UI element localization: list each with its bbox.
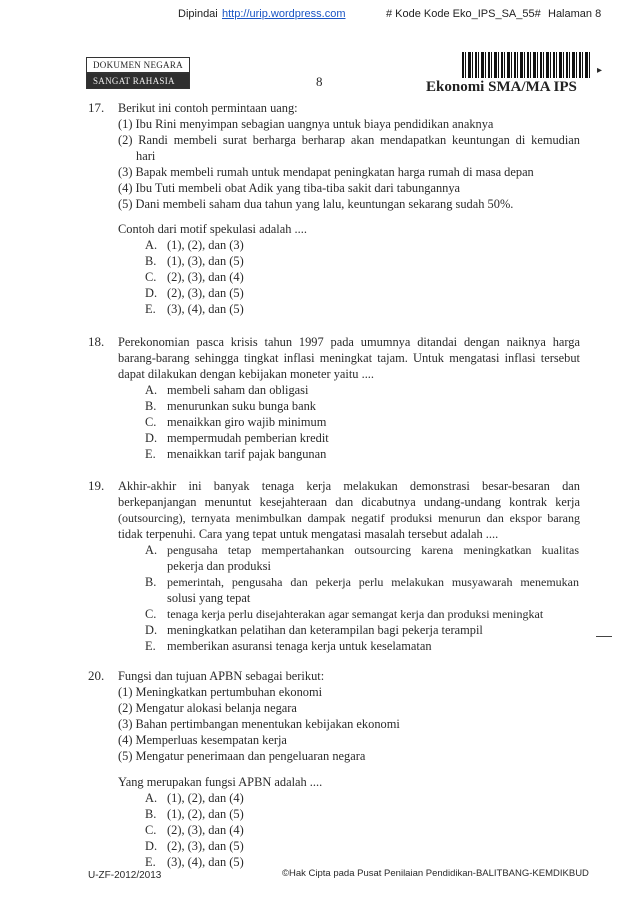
option-text: (2), (3), dan (5): [167, 839, 244, 853]
question-text: barang-barang sehingga tingkat inflasi meningkat tajam. Untuk mengatasi inflasi tersebut: [118, 351, 580, 365]
option-letter: B.: [145, 575, 157, 589]
option-letter: E.: [145, 855, 156, 869]
question-intro: Fungsi dan tujuan APBN sebagai berikut:: [118, 669, 325, 683]
question-text: tidak terpenuhi. Cara yang tepat untuk mengatasi masalah tersebut adalah ....: [118, 527, 499, 541]
statement-item: (2) Randi membeli surat berharga berharap akan mendapatkan keuntungan di kemudian: [118, 133, 580, 147]
page-label: Halaman 8: [548, 8, 602, 20]
option-text: (3), (4), dan (5): [167, 855, 244, 869]
stamp-dokumen-negara: DOKUMEN NEGARA: [86, 57, 190, 73]
statement-item: (3) Bapak membeli rumah untuk mendapat peningkatan harga rumah di masa depan: [118, 165, 534, 179]
question-text: Akhir-akhir ini banyak tenaga kerja melakukan demonstrasi besar-besaran dan: [118, 479, 580, 493]
option-text: (1), (2), dan (3): [167, 238, 244, 252]
option-text: membeli saham dan obligasi: [167, 383, 309, 397]
option-text: (2), (3), dan (5): [167, 286, 244, 300]
question-number: 18.: [88, 334, 105, 349]
option-letter: C.: [145, 415, 157, 429]
option-letter: B.: [145, 807, 157, 821]
question-text: Perekonomian pasca krisis tahun 1997 pada umumnya ditandai dengan naiknya harga: [118, 335, 580, 349]
statement-item: (5) Dani membeli saham dua tahun yang lalu, keuntungan sekarang sudah 50%.: [118, 197, 514, 211]
question-text: dapat dilakukan dengan kebijakan moneter yaitu ....: [118, 367, 374, 381]
option-text: pemerintah, pengusaha dan pekerja perlu melakukan musyawarah menemukan: [167, 575, 579, 589]
option-text: (1), (2), dan (4): [167, 791, 244, 805]
margin-mark-icon: ▸: [597, 65, 603, 76]
doc-code: # Kode Kode Eko_IPS_SA_55#: [386, 8, 541, 20]
option-text: memberikan asuransi tenaga kerja untuk keselamatan: [167, 639, 432, 653]
question-number: 17.: [88, 100, 105, 115]
option-text: menurunkan suku bunga bank: [167, 399, 317, 413]
statement-item: hari: [136, 149, 156, 163]
option-letter: D.: [145, 286, 158, 300]
statement-item: (1) Ibu Rini menyimpan sebagian uangnya untuk biaya pendidikan anaknya: [118, 117, 494, 131]
stamp-sangat-rahasia: SANGAT RAHASIA: [86, 73, 190, 89]
exam-code: U-ZF-2012/2013: [88, 870, 162, 881]
source-link[interactable]: http://urip.wordpress.com: [222, 8, 346, 20]
question-intro: Berikut ini contoh permintaan uang:: [118, 101, 298, 115]
option-letter: B.: [145, 254, 157, 268]
option-text: pengusaha tetap mempertahankan outsourcing karena meningkatkan kualitas: [167, 543, 579, 557]
option-text: (1), (3), dan (5): [167, 254, 244, 268]
scan-header: [0, 0, 638, 24]
option-text: (2), (3), dan (4): [167, 823, 244, 837]
option-letter: D.: [145, 431, 158, 445]
option-text: menaikkan giro wajib minimum: [167, 415, 327, 429]
statement-item: (4) Memperluas kesempatan kerja: [118, 733, 287, 747]
statement-item: (5) Mengatur penerimaan dan pengeluaran negara: [118, 749, 366, 763]
question-number: 20.: [88, 668, 105, 683]
option-text: (2), (3), dan (4): [167, 270, 244, 284]
option-letter: E.: [145, 302, 156, 316]
option-text: tenaga kerja perlu disejahterakan agar semangat kerja dan produksi meningkat: [167, 607, 544, 621]
statement-item: (4) Ibu Tuti membeli obat Adik yang tiba-tiba sakit dari tabungannya: [118, 181, 461, 195]
option-letter: C.: [145, 270, 157, 284]
option-text: menaikkan tarif pajak bangunan: [167, 447, 327, 461]
option-letter: B.: [145, 399, 157, 413]
question-text: Yang merupakan fungsi APBN adalah ....: [118, 775, 323, 789]
question-text: (outsourcing), ternyata menimbulkan dampak negatif produksi menurun dan ekspor barang: [118, 511, 580, 525]
statement-item: (3) Bahan pertimbangan menentukan kebijakan ekonomi: [118, 717, 400, 731]
option-text: (3), (4), dan (5): [167, 302, 244, 316]
option-letter: D.: [145, 623, 158, 637]
question-number: 19.: [88, 478, 105, 493]
option-text: mempermudah pemberian kredit: [167, 431, 329, 445]
option-letter: A.: [145, 238, 158, 252]
option-text: meningkatkan pelatihan dan keterampilan bagi pekerja terampil: [167, 623, 483, 637]
option-text-cont: solusi yang tepat: [167, 591, 251, 605]
option-letter: A.: [145, 791, 158, 805]
statement-item: (2) Mengatur alokasi belanja negara: [118, 701, 297, 715]
question-text: berkepanjangan menuntut kesejahteraan dan dicabutnya undang-undang kontrak kerja: [118, 495, 580, 509]
exam-title: Ekonomi SMA/MA IPS: [426, 79, 577, 95]
option-letter: E.: [145, 447, 156, 461]
statement-item: (1) Meningkatkan pertumbuhan ekonomi: [118, 685, 323, 699]
option-letter: E.: [145, 639, 156, 653]
copyright-notice: ©Hak Cipta pada Pusat Penilaian Pendidikan-BALITBANG-KEMDIKBUD: [282, 868, 589, 879]
page-number: 8: [316, 74, 323, 89]
option-text-cont: pekerja dan produksi: [167, 559, 271, 573]
option-letter: A.: [145, 383, 158, 397]
option-letter: A.: [145, 543, 158, 557]
option-letter: C.: [145, 607, 157, 621]
margin-dash: [596, 636, 612, 637]
scan-prefix: Dipindai: [178, 8, 218, 20]
option-letter: D.: [145, 839, 158, 853]
option-letter: C.: [145, 823, 157, 837]
option-text: (1), (2), dan (5): [167, 807, 244, 821]
barcode-icon: [462, 52, 590, 78]
question-text: Contoh dari motif spekulasi adalah ....: [118, 222, 307, 236]
